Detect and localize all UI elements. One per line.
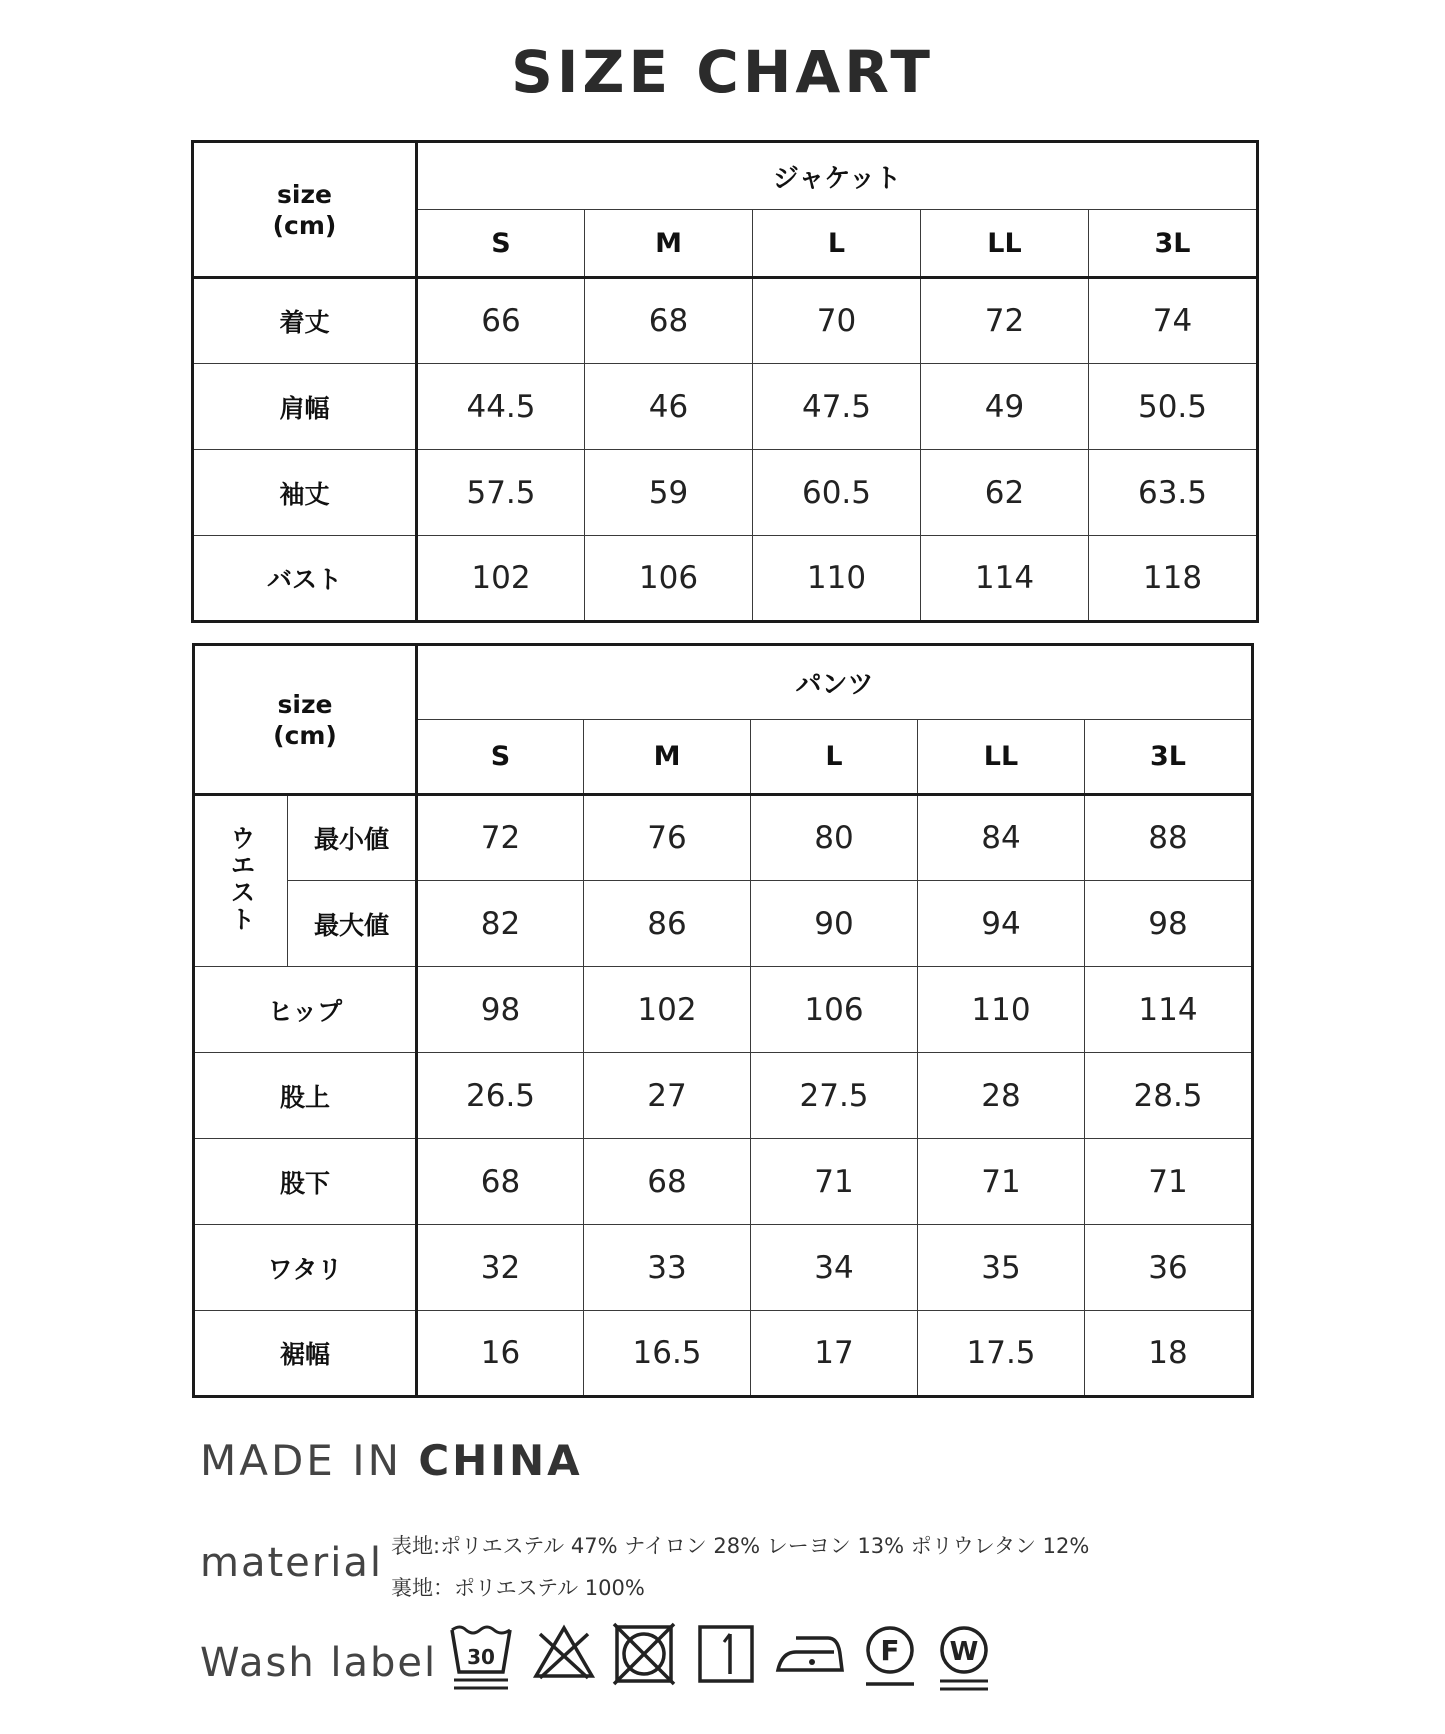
value-cell: 33 [584, 1225, 751, 1311]
value-cell: 28 [918, 1053, 1085, 1139]
value-cell: 90 [751, 881, 918, 967]
value-cell: 70 [753, 278, 921, 364]
size-header-m: M [584, 720, 751, 795]
size-header-ll: LL [921, 210, 1089, 278]
dry-clean-letter: F [880, 1634, 900, 1667]
row-label: 袖丈 [193, 450, 417, 536]
value-cell: 114 [921, 536, 1089, 622]
table-row [193, 536, 1258, 622]
made-in-country: CHINA [418, 1436, 583, 1485]
jacket-size-table [191, 140, 1259, 623]
value-cell: 28.5 [1085, 1053, 1253, 1139]
value-cell: 57.5 [417, 450, 585, 536]
pants-category-header: パンツ [417, 645, 1253, 720]
value-cell: 82 [417, 881, 584, 967]
size-header-3l: 3L [1089, 210, 1258, 278]
value-cell: 46 [585, 364, 753, 450]
value-cell: 114 [1085, 967, 1253, 1053]
value-cell: 86 [584, 881, 751, 967]
material-outer: 表地:ポリエステル 47% ナイロン 28% レーヨン 13% ポリウレタン 12% [391, 1534, 1090, 1558]
wet-clean-letter: W [949, 1637, 979, 1667]
value-cell: 76 [584, 795, 751, 881]
row-label: ワタリ [194, 1225, 417, 1311]
value-cell: 84 [918, 795, 1085, 881]
row-label: バスト [193, 536, 417, 622]
wash-30-icon [448, 1622, 514, 1694]
value-cell: 16.5 [584, 1311, 751, 1397]
page-title: SIZE CHART [511, 38, 934, 106]
value-cell: 71 [918, 1139, 1085, 1225]
dry-clean-f-icon [860, 1622, 920, 1694]
row-label: 股上 [194, 1053, 417, 1139]
value-cell: 59 [585, 450, 753, 536]
made-in-prefix: MADE IN [200, 1436, 419, 1485]
table-row [193, 278, 1258, 364]
size-header-l: L [751, 720, 918, 795]
table-row [194, 1225, 1253, 1311]
drip-dry-icon [696, 1622, 756, 1686]
value-cell: 63.5 [1089, 450, 1258, 536]
wash-label-title: Wash label [200, 1640, 438, 1686]
pants-size-table [192, 643, 1254, 1398]
wash-temp: 30 [467, 1645, 495, 1669]
pants-rows [194, 967, 1253, 1397]
value-cell: 71 [751, 1139, 918, 1225]
value-cell: 98 [417, 967, 584, 1053]
value-cell: 17 [751, 1311, 918, 1397]
value-cell: 66 [417, 278, 585, 364]
value-cell: 110 [753, 536, 921, 622]
value-cell: 110 [918, 967, 1085, 1053]
no-bleach-icon [532, 1622, 596, 1682]
value-cell: 18 [1085, 1311, 1253, 1397]
table-row [194, 967, 1253, 1053]
iron-low-icon [774, 1622, 846, 1682]
value-cell: 27.5 [751, 1053, 918, 1139]
value-cell: 17.5 [918, 1311, 1085, 1397]
table-row [194, 1139, 1253, 1225]
value-cell: 68 [584, 1139, 751, 1225]
value-cell: 32 [417, 1225, 584, 1311]
value-cell: 27 [584, 1053, 751, 1139]
value-cell: 36 [1085, 1225, 1253, 1311]
waist-min-label: 最小値 [288, 795, 417, 881]
value-cell: 106 [585, 536, 753, 622]
material-lining: 裏地：ポリエステル 100% [391, 1576, 645, 1600]
value-cell: 71 [1085, 1139, 1253, 1225]
size-label: size [277, 179, 332, 209]
value-cell: 80 [751, 795, 918, 881]
jacket-rows [193, 278, 1258, 622]
value-cell: 94 [918, 881, 1085, 967]
size-label: size [277, 689, 333, 719]
value-cell: 72 [417, 795, 584, 881]
row-label: 肩幅 [193, 364, 417, 450]
material-label: material [200, 1540, 383, 1586]
size-header-3l: 3L [1085, 720, 1253, 795]
value-cell: 62 [921, 450, 1089, 536]
no-tumble-dry-icon [612, 1622, 676, 1686]
value-cell: 47.5 [753, 364, 921, 450]
value-cell: 35 [918, 1225, 1085, 1311]
jacket-size-unit-cell [193, 142, 417, 278]
row-label: ヒップ [194, 967, 417, 1053]
value-cell: 118 [1089, 536, 1258, 622]
size-header-s: S [417, 720, 584, 795]
row-label: 裾幅 [194, 1311, 417, 1397]
value-cell: 102 [584, 967, 751, 1053]
value-cell: 68 [417, 1139, 584, 1225]
row-label: 股下 [194, 1139, 417, 1225]
table-row [193, 450, 1258, 536]
value-cell: 106 [751, 967, 918, 1053]
waist-max-label: 最大値 [288, 881, 417, 967]
value-cell: 49 [921, 364, 1089, 450]
value-cell: 102 [417, 536, 585, 622]
table-row [194, 1311, 1253, 1397]
value-cell: 88 [1085, 795, 1253, 881]
size-header-l: L [753, 210, 921, 278]
wet-clean-w-icon [934, 1622, 994, 1694]
value-cell: 98 [1085, 881, 1253, 967]
unit-label: (cm) [272, 210, 337, 240]
row-label: 着丈 [193, 278, 417, 364]
value-cell: 50.5 [1089, 364, 1258, 450]
value-cell: 72 [921, 278, 1089, 364]
size-header-ll: LL [918, 720, 1085, 795]
value-cell: 68 [585, 278, 753, 364]
waist-label: ウエスト [227, 825, 256, 933]
unit-label: (cm) [273, 720, 337, 750]
table-row [193, 364, 1258, 450]
size-header-m: M [585, 210, 753, 278]
value-cell: 44.5 [417, 364, 585, 450]
value-cell: 60.5 [753, 450, 921, 536]
made-in-text [200, 1436, 583, 1485]
value-cell: 16 [417, 1311, 584, 1397]
jacket-category-header: ジャケット [417, 142, 1258, 210]
waist-group-cell [194, 795, 288, 967]
value-cell: 34 [751, 1225, 918, 1311]
value-cell: 74 [1089, 278, 1258, 364]
pants-size-unit-cell [194, 645, 417, 795]
table-row [194, 1053, 1253, 1139]
table-row [194, 881, 1253, 967]
value-cell: 26.5 [417, 1053, 584, 1139]
table-row [194, 795, 1253, 881]
size-header-s: S [417, 210, 585, 278]
